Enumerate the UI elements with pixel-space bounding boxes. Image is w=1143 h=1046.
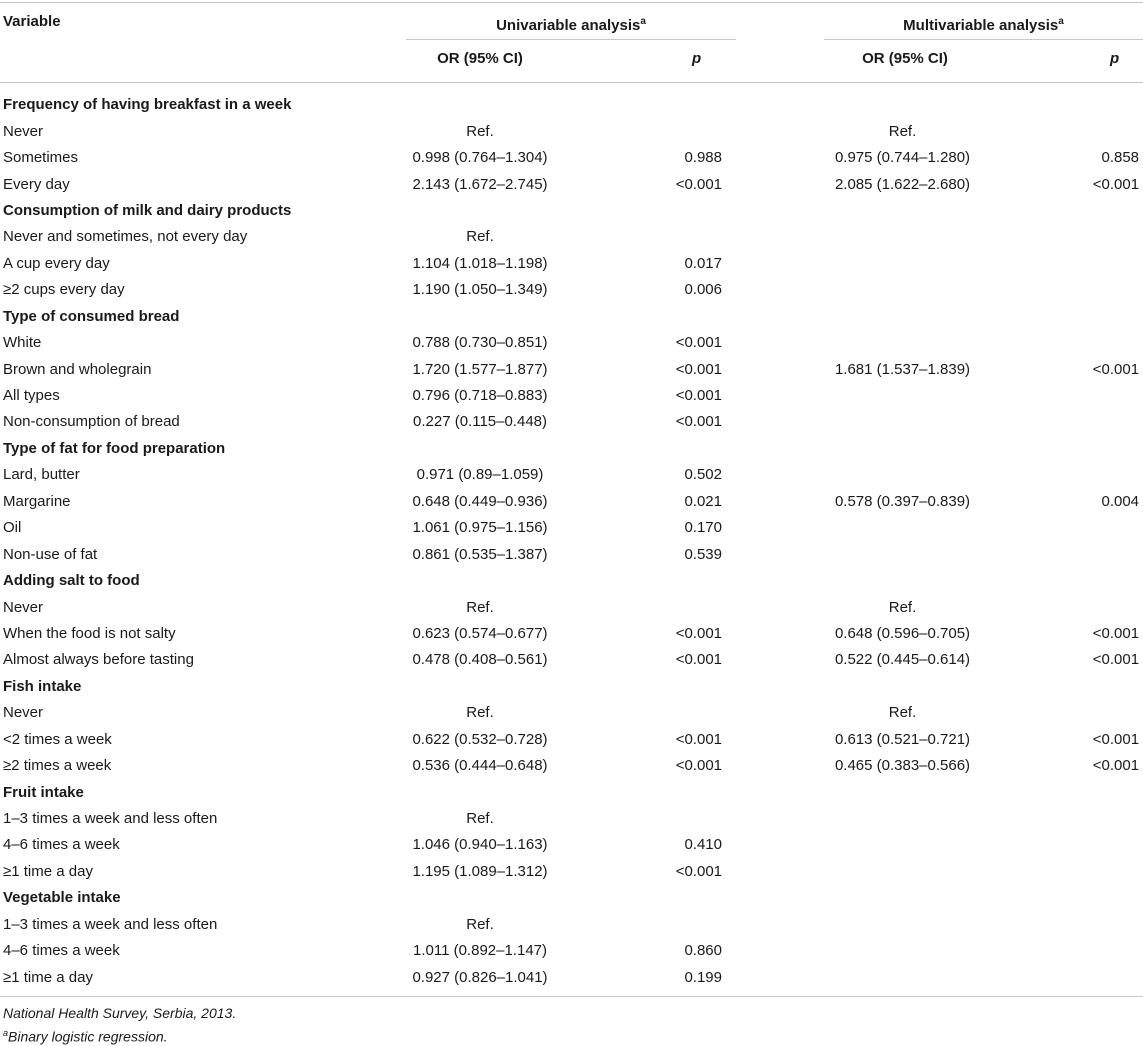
multivariable-p — [1065, 912, 1143, 938]
multivariable-p: <0.001 — [1092, 360, 1140, 378]
header-bottom-rule — [0, 82, 1143, 83]
univariable-p: <0.001 — [675, 757, 722, 775]
multivariable-p — [1065, 594, 1143, 620]
table-row — [0, 356, 1143, 382]
table-row — [0, 700, 1143, 726]
row-label: Lard, butter — [3, 466, 80, 484]
section-header-row — [0, 674, 1143, 700]
row-label: Never — [3, 598, 44, 616]
multivariable-or-ci: Ref. — [888, 598, 917, 616]
row-label: Never — [3, 704, 44, 722]
multivariable-or-ci: 0.613 (0.521–0.721) — [834, 730, 971, 748]
univariable-p: <0.001 — [675, 730, 722, 748]
univariable-or-ci: 1.720 (1.577–1.877) — [412, 360, 548, 378]
table-row — [0, 541, 1143, 567]
header-univariable — [406, 13, 736, 35]
multivariable-p — [1065, 700, 1143, 726]
univariable-p: <0.001 — [675, 360, 722, 378]
multivariable-p — [1065, 806, 1143, 832]
univariable-p — [580, 806, 740, 832]
univariable-or-ci: Ref. — [466, 598, 494, 616]
table-row — [0, 938, 1143, 964]
row-label: Every day — [3, 175, 70, 193]
multivariable-or-ci — [740, 224, 1065, 250]
multivariable-p — [1065, 859, 1143, 885]
univariable-or-ci: 0.927 (0.826–1.041) — [412, 968, 548, 986]
row-label: 1–3 times a week and less often — [3, 810, 218, 828]
multivariable-or-ci — [740, 251, 1065, 277]
multivariable-or-ci — [740, 806, 1065, 832]
univariable-or-ci: 1.190 (1.050–1.349) — [412, 281, 548, 299]
row-label: Frequency of having breakfast in a week — [3, 96, 292, 114]
table-row — [0, 330, 1143, 356]
univariable-or-ci: 1.046 (0.940–1.163) — [412, 836, 548, 854]
multivariable-or-ci: Ref. — [888, 122, 917, 140]
univariable-or-ci: 0.536 (0.444–0.648) — [412, 757, 548, 775]
table-row — [0, 224, 1143, 250]
multivariable-or-ci: 0.522 (0.445–0.614) — [834, 651, 971, 669]
row-label: Margarine — [3, 492, 71, 510]
univariable-underline — [406, 39, 736, 40]
top-rule — [0, 2, 1143, 3]
row-label: Sometimes — [3, 149, 79, 167]
univariable-or-ci: 2.143 (1.672–2.745) — [412, 175, 548, 193]
header-univariable-sup: a — [640, 16, 646, 27]
header-p-multivariable: p — [1110, 50, 1120, 67]
multivariable-p: <0.001 — [1092, 624, 1140, 642]
multivariable-p — [1065, 938, 1143, 964]
univariable-p: 0.410 — [684, 836, 722, 854]
footnote-note-sup: a — [3, 1028, 9, 1038]
header-or-ci-univariable: OR (95% CI) — [437, 50, 523, 67]
univariable-or-ci: 0.227 (0.115–0.448) — [413, 413, 547, 431]
univariable-or-ci: 1.061 (0.975–1.156) — [412, 519, 548, 537]
multivariable-or-ci — [740, 912, 1065, 938]
multivariable-p — [1065, 964, 1143, 990]
multivariable-or-ci — [740, 859, 1065, 885]
row-label: 4–6 times a week — [3, 942, 120, 960]
row-label: Fish intake — [3, 677, 82, 695]
univariable-p: 0.017 — [684, 254, 722, 272]
table-row — [0, 171, 1143, 197]
row-label: Non-consumption of bread — [3, 413, 180, 431]
section-header-row — [0, 885, 1143, 911]
multivariable-or-ci: 0.578 (0.397–0.839) — [834, 492, 971, 510]
section-header-row — [0, 92, 1143, 118]
multivariable-p — [1065, 277, 1143, 303]
univariable-p: 0.539 — [684, 545, 722, 563]
section-header-row — [0, 304, 1143, 330]
univariable-p: <0.001 — [675, 862, 722, 880]
multivariable-p — [1065, 462, 1143, 488]
multivariable-or-ci — [740, 409, 1065, 435]
header-or-ci-multivariable: OR (95% CI) — [862, 50, 948, 67]
row-label: Brown and wholegrain — [3, 360, 152, 378]
section-header-row — [0, 568, 1143, 594]
row-label: Fruit intake — [3, 783, 84, 801]
univariable-p: 0.006 — [684, 281, 722, 299]
univariable-p: 0.988 — [684, 149, 722, 167]
multivariable-or-ci: 2.085 (1.622–2.680) — [834, 175, 971, 193]
univariable-p: 0.502 — [684, 466, 722, 484]
univariable-p: 0.860 — [684, 942, 722, 960]
row-label: ≥2 cups every day — [3, 281, 125, 299]
multivariable-or-ci — [740, 515, 1065, 541]
multivariable-or-ci — [740, 938, 1065, 964]
univariable-or-ci: 0.998 (0.764–1.304) — [412, 149, 548, 167]
row-label: ≥1 time a day — [3, 862, 93, 880]
table-body — [0, 92, 1143, 991]
table-row — [0, 515, 1143, 541]
univariable-or-ci: 0.623 (0.574–0.677) — [412, 624, 548, 642]
univariable-or-ci: 0.788 (0.730–0.851) — [412, 334, 548, 352]
row-label: When the food is not salty — [3, 624, 176, 642]
univariable-p: <0.001 — [675, 651, 722, 669]
univariable-p: <0.001 — [675, 334, 722, 352]
row-label: <2 times a week — [3, 730, 112, 748]
header-multivariable — [824, 13, 1143, 35]
multivariable-or-ci: 0.975 (0.744–1.280) — [834, 149, 971, 167]
row-label: ≥1 time a day — [3, 968, 93, 986]
multivariable-or-ci — [740, 462, 1065, 488]
multivariable-or-ci — [740, 541, 1065, 567]
row-label: 1–3 times a week and less often — [3, 915, 218, 933]
multivariable-underline — [824, 39, 1143, 40]
multivariable-p — [1065, 118, 1143, 144]
univariable-or-ci: Ref. — [466, 228, 494, 246]
univariable-p — [580, 700, 740, 726]
table-row — [0, 621, 1143, 647]
row-label: Type of fat for food preparation — [3, 439, 226, 457]
table-row — [0, 832, 1143, 858]
footnote-source: National Health Survey, Serbia, 2013. — [3, 1005, 237, 1021]
univariable-or-ci: 0.648 (0.449–0.936) — [412, 492, 548, 510]
row-label: Never and sometimes, not every day — [3, 228, 248, 246]
table-row — [0, 647, 1143, 673]
multivariable-p: <0.001 — [1092, 651, 1140, 669]
footnote-note — [3, 1024, 168, 1046]
row-label: 4–6 times a week — [3, 836, 120, 854]
row-label: A cup every day — [3, 254, 110, 272]
header-univariable-text: Univariable analysis — [496, 17, 641, 34]
table-row — [0, 806, 1143, 832]
row-label: All types — [3, 387, 60, 405]
header-p-univariable: p — [692, 50, 702, 67]
univariable-p: <0.001 — [675, 175, 722, 193]
univariable-or-ci: 0.622 (0.532–0.728) — [412, 730, 548, 748]
multivariable-p: <0.001 — [1092, 730, 1140, 748]
multivariable-p — [1065, 832, 1143, 858]
header-multivariable-text: Multivariable analysis — [903, 17, 1059, 34]
table-row — [0, 594, 1143, 620]
table-row — [0, 489, 1143, 515]
multivariable-or-ci: Ref. — [888, 704, 917, 722]
univariable-p — [580, 912, 740, 938]
header-multivariable-sup: a — [1058, 16, 1064, 27]
row-label: Adding salt to food — [3, 572, 140, 590]
section-header-row — [0, 198, 1143, 224]
multivariable-or-ci — [740, 964, 1065, 990]
multivariable-p — [1065, 541, 1143, 567]
table-row — [0, 753, 1143, 779]
row-label: Oil — [3, 519, 22, 537]
univariable-or-ci: 1.011 (0.892–1.147) — [413, 942, 547, 960]
row-label: Consumption of milk and dairy products — [3, 201, 292, 219]
univariable-p: <0.001 — [675, 387, 722, 405]
multivariable-p: 0.858 — [1101, 149, 1140, 167]
univariable-or-ci: 0.478 (0.408–0.561) — [412, 651, 548, 669]
univariable-p: 0.199 — [684, 968, 722, 986]
univariable-or-ci: 0.861 (0.535–1.387) — [412, 545, 548, 563]
row-label: Vegetable intake — [3, 889, 121, 907]
univariable-or-ci: 0.796 (0.718–0.883) — [412, 387, 548, 405]
results-table — [0, 92, 1143, 991]
univariable-p: <0.001 — [675, 413, 722, 431]
multivariable-or-ci — [740, 277, 1065, 303]
univariable-p — [580, 118, 740, 144]
row-label: Never — [3, 122, 44, 140]
section-header-row — [0, 779, 1143, 805]
univariable-or-ci: Ref. — [466, 704, 494, 722]
univariable-or-ci: Ref. — [466, 810, 494, 828]
table-row — [0, 145, 1143, 171]
bottom-rule — [0, 996, 1143, 997]
table-row — [0, 383, 1143, 409]
table-row — [0, 409, 1143, 435]
multivariable-or-ci: 0.648 (0.596–0.705) — [834, 624, 971, 642]
univariable-p — [580, 594, 740, 620]
multivariable-p — [1065, 224, 1143, 250]
table-row — [0, 462, 1143, 488]
row-label: ≥2 times a week — [3, 757, 112, 775]
multivariable-p — [1065, 409, 1143, 435]
multivariable-p — [1065, 515, 1143, 541]
row-label: White — [3, 334, 42, 352]
univariable-or-ci: Ref. — [466, 915, 494, 933]
multivariable-p — [1065, 251, 1143, 277]
multivariable-or-ci — [740, 330, 1065, 356]
multivariable-p: <0.001 — [1092, 757, 1140, 775]
univariable-p: 0.021 — [684, 492, 722, 510]
multivariable-p — [1065, 330, 1143, 356]
multivariable-p: 0.004 — [1101, 492, 1140, 510]
section-header-row — [0, 436, 1143, 462]
multivariable-or-ci: 1.681 (1.537–1.839) — [834, 360, 971, 378]
univariable-p: <0.001 — [675, 624, 722, 642]
multivariable-p — [1065, 383, 1143, 409]
row-label: Non-use of fat — [3, 545, 98, 563]
multivariable-p: <0.001 — [1092, 175, 1140, 193]
multivariable-or-ci — [740, 383, 1065, 409]
table-row — [0, 251, 1143, 277]
multivariable-or-ci — [740, 832, 1065, 858]
table-row — [0, 859, 1143, 885]
univariable-or-ci: Ref. — [466, 122, 494, 140]
table-row — [0, 912, 1143, 938]
univariable-or-ci: 1.195 (1.089–1.312) — [412, 862, 548, 880]
univariable-p: 0.170 — [684, 519, 722, 537]
footnote-note-text: Binary logistic regression. — [8, 1028, 168, 1045]
univariable-or-ci: 1.104 (1.018–1.198) — [412, 254, 548, 272]
row-label: Almost always before tasting — [3, 651, 194, 669]
table-row — [0, 727, 1143, 753]
univariable-or-ci: 0.971 (0.89–1.059) — [416, 466, 544, 484]
table-row — [0, 118, 1143, 144]
row-label: Type of consumed bread — [3, 307, 180, 325]
table-row — [0, 277, 1143, 303]
univariable-p — [580, 224, 740, 250]
table-row — [0, 964, 1143, 990]
header-variable: Variable — [3, 13, 61, 30]
multivariable-or-ci: 0.465 (0.383–0.566) — [834, 757, 971, 775]
